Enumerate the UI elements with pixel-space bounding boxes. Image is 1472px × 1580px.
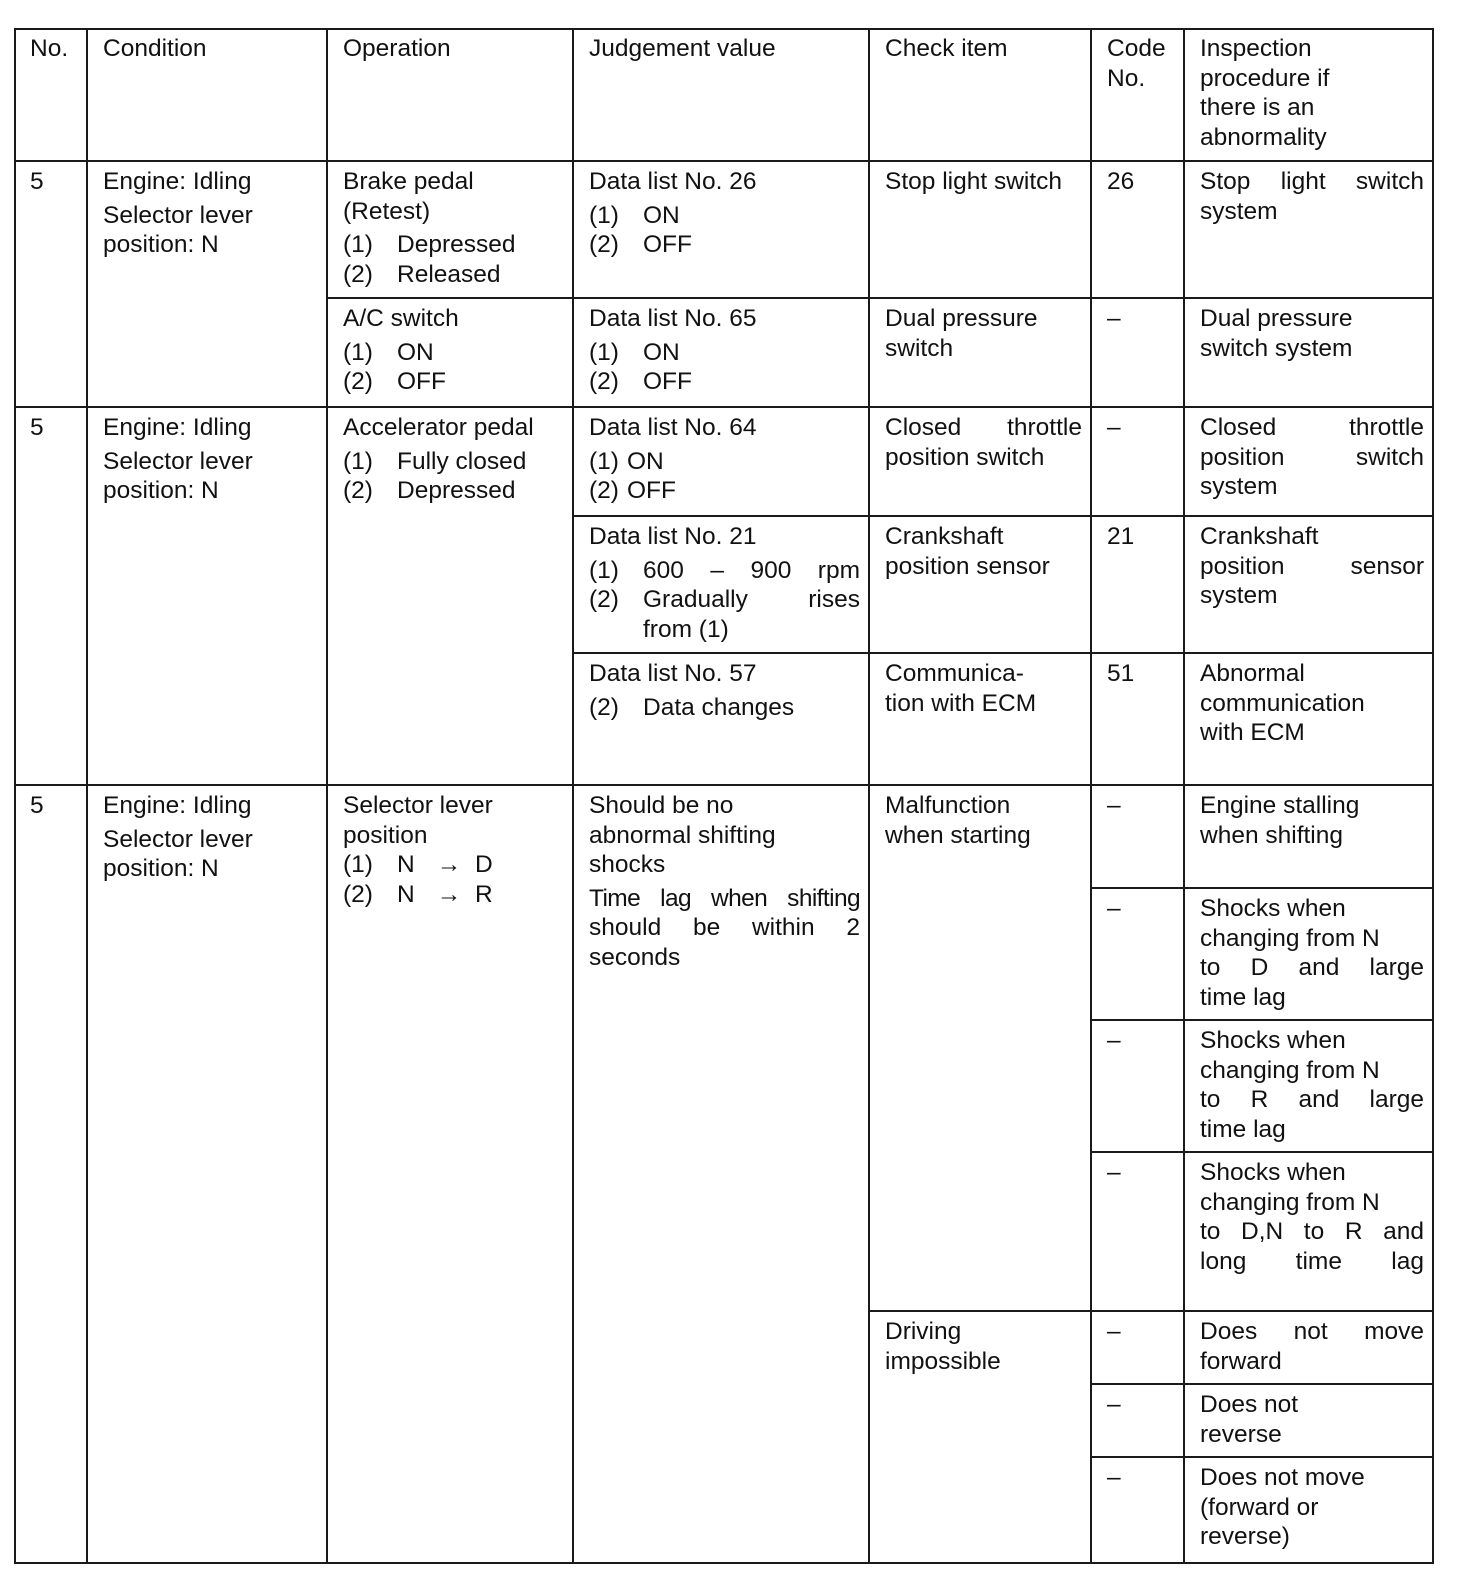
operation-cell: Selector lever position (1) N → D (2) N → R xyxy=(327,785,573,1563)
inspection-cell: Crankshaft position sensor system xyxy=(1184,516,1433,653)
judgement-cell: Data list No. 65 (1) ON (2) OFF xyxy=(573,298,869,407)
check-item-cell: Closed throttle position switch xyxy=(869,407,1091,516)
check-item-cell: Malfunction when starting xyxy=(869,785,1091,1311)
inspection-cell: Dual pressure switch system xyxy=(1184,298,1433,407)
header-condition: Condition xyxy=(87,29,327,161)
judgement-cell: Data list No. 26 (1) ON (2) OFF xyxy=(573,161,869,298)
code-cell: – xyxy=(1091,1152,1184,1311)
operation-cell: Brake pedal (Retest) (1) Depressed (2) Released xyxy=(327,161,573,298)
code-cell: 21 xyxy=(1091,516,1184,653)
check-item-cell: Driving impossible xyxy=(869,1311,1091,1563)
code-cell: – xyxy=(1091,407,1184,516)
code-cell: – xyxy=(1091,1020,1184,1152)
inspection-cell: Shocks when changing from N to R and large time lag xyxy=(1184,1020,1433,1152)
judgement-cell: Should be no abnormal shifting shocks Time lag when shifting should be within 2 seconds xyxy=(573,785,869,1563)
inspection-cell: Closed throttle position switch system xyxy=(1184,407,1433,516)
check-item-cell: Crankshaft position sensor xyxy=(869,516,1091,653)
row-number: 5 xyxy=(15,161,87,407)
header-check-item: Check item xyxy=(869,29,1091,161)
inspection-cell: Does not move forward xyxy=(1184,1311,1433,1384)
judgement-cell: Data list No. 57 (2) Data changes xyxy=(573,653,869,785)
inspection-cell: Does not reverse xyxy=(1184,1384,1433,1457)
code-cell: – xyxy=(1091,888,1184,1020)
header-operation: Operation xyxy=(327,29,573,161)
header-row xyxy=(15,29,1433,161)
operation-cell: Accelerator pedal (1) Fully closed (2) Depressed xyxy=(327,407,573,785)
inspection-cell: Does not move (forward or reverse) xyxy=(1184,1457,1433,1563)
code-cell: – xyxy=(1091,1311,1184,1384)
row-number: 5 xyxy=(15,407,87,785)
code-cell: – xyxy=(1091,1457,1184,1563)
check-item-cell: Communica- tion with ECM xyxy=(869,653,1091,785)
check-item-cell: Dual pressure switch xyxy=(869,298,1091,407)
condition-cell: Engine: Idling Selector lever position: N xyxy=(87,161,327,407)
table-row xyxy=(15,785,1433,888)
code-cell: – xyxy=(1091,298,1184,407)
diagnosis-table xyxy=(14,28,1434,1564)
operation-cell: A/C switch (1) ON (2) OFF xyxy=(327,298,573,407)
header-no: No. xyxy=(15,29,87,161)
table-row xyxy=(15,161,1433,298)
condition-cell: Engine: Idling Selector lever position: N xyxy=(87,407,327,785)
inspection-cell: Shocks when changing from N to D and large time lag xyxy=(1184,888,1433,1020)
code-cell: – xyxy=(1091,785,1184,888)
code-cell: – xyxy=(1091,1384,1184,1457)
judgement-cell: Data list No. 21 (1) 600 – 900 rpm (2) Gradually rises from (1) xyxy=(573,516,869,653)
inspection-cell: Abnormal communication with ECM xyxy=(1184,653,1433,785)
header-inspection: Inspection procedure if there is an abnormality xyxy=(1184,29,1433,161)
right-arrow-icon: → xyxy=(436,880,462,908)
right-arrow-icon: → xyxy=(436,851,462,878)
table-row xyxy=(15,407,1433,516)
code-cell: 26 xyxy=(1091,161,1184,298)
header-judgement: Judgement value xyxy=(573,29,869,161)
inspection-cell: Engine stalling when shifting xyxy=(1184,785,1433,888)
condition-cell: Engine: Idling Selector lever position: N xyxy=(87,785,327,1563)
check-item-cell: Stop light switch xyxy=(869,161,1091,298)
row-number: 5 xyxy=(15,785,87,1563)
header-code-no: Code No. xyxy=(1091,29,1184,161)
inspection-cell: Shocks when changing from N to D,N to R and long time lag xyxy=(1184,1152,1433,1311)
code-cell: 51 xyxy=(1091,653,1184,785)
judgement-cell: Data list No. 64 (1) ON (2) OFF xyxy=(573,407,869,516)
inspection-cell: Stop light switch system xyxy=(1184,161,1433,298)
